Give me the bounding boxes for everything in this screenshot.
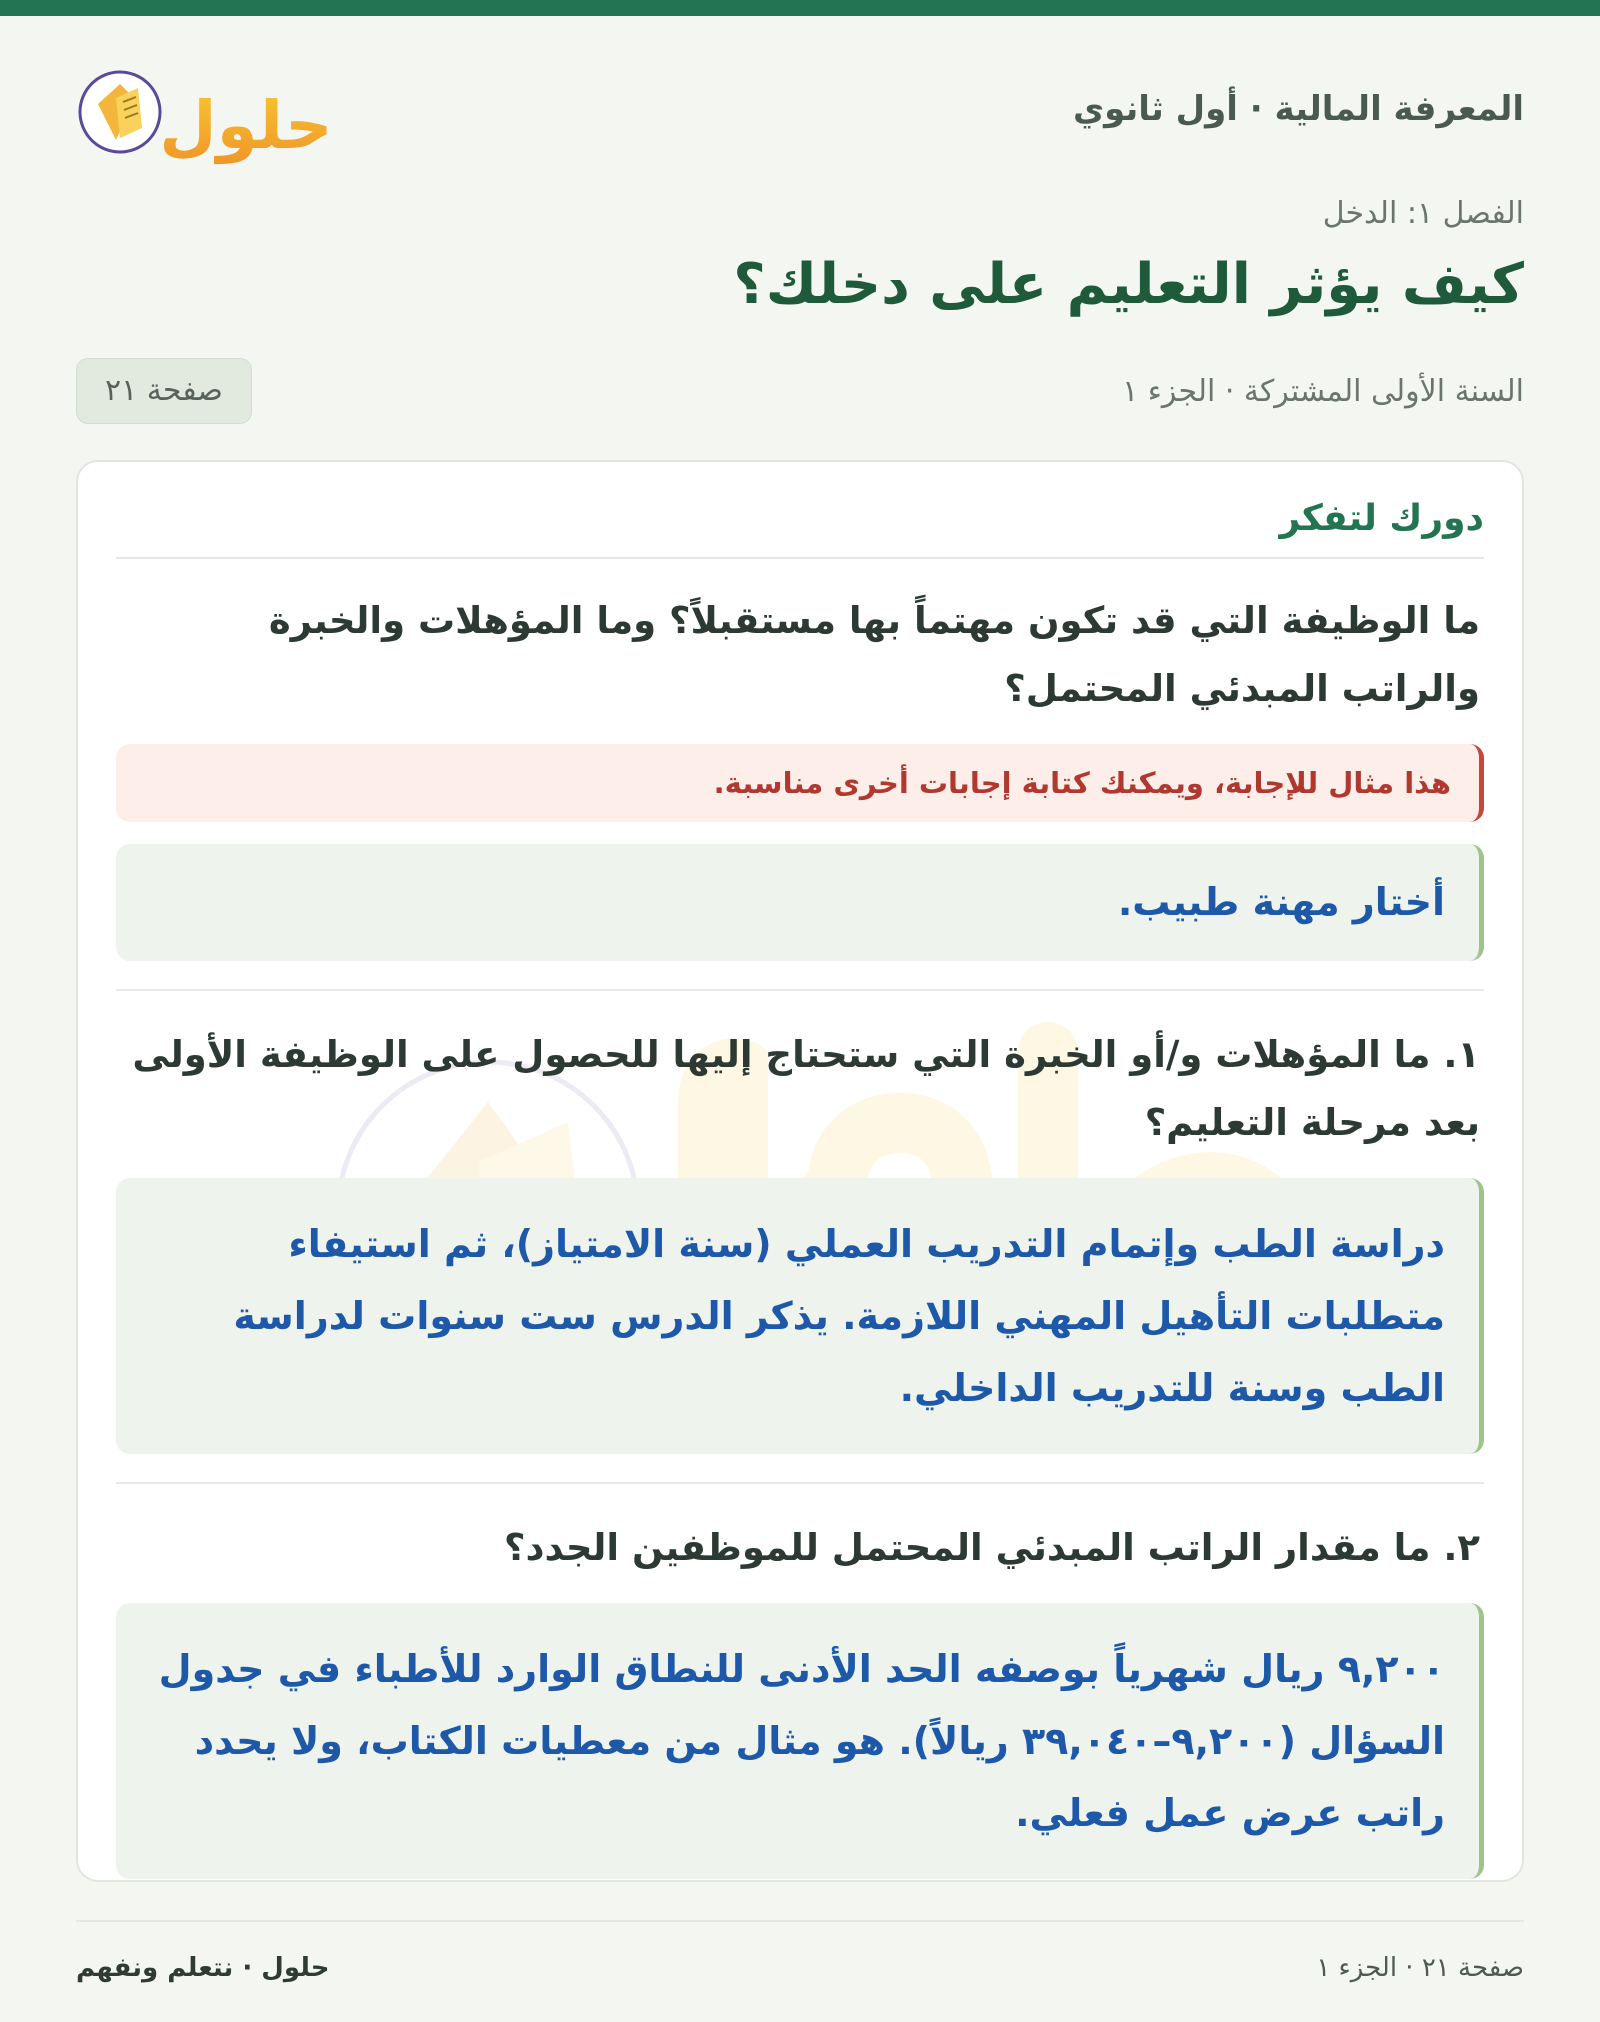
- course-meta: السنة الأولى المشتركة · الجزء ١: [1122, 373, 1524, 409]
- divider: [116, 1482, 1484, 1484]
- top-accent-bar: [0, 0, 1600, 16]
- example-note: هذا مثال للإجابة، ويمكنك كتابة إجابات أخرى مناسبة.: [116, 744, 1484, 822]
- page-header: [76, 44, 1524, 174]
- question-1: ١. ما المؤهلات و/أو الخبرة التي ستحتاج إليها للحصول على الوظيفة الأولى بعد مرحلة التعليم؟: [132, 1032, 1480, 1145]
- question-main: ما الوظيفة التي قد تكون مهتماً بها مستقبلاً؟ وما المؤهلات والخبرة والراتب المبدئي المحتمل؟: [268, 599, 1480, 711]
- footer-page-label: صفحة ٢١ · الجزء ١: [1316, 1953, 1524, 1983]
- chapter-label: الفصل ١: الدخل: [1322, 196, 1524, 231]
- meta-row: [76, 358, 1524, 424]
- answer-2: ٩,٢٠٠ ريال شهرياً بوصفه الحد الأدنى للنطاق الوارد للأطباء في جدول السؤال (٩,٢٠٠–٣٩,٠٤٠ ريالاً). هو مثال من معطيات الكتاب، ولا يحدد راتب عرض عمل فعلي.: [116, 1603, 1484, 1880]
- hulul-logo: [76, 44, 336, 174]
- content-card: [76, 460, 1524, 1882]
- page-title: كيف يؤثر التعليم على دخلك؟: [733, 252, 1524, 317]
- footer-brand: حلول · نتعلم ونفهم: [76, 1953, 330, 1983]
- divider: [116, 989, 1484, 991]
- svg-text:حلول: حلول: [159, 87, 333, 164]
- answer-main: أختار مهنة طبيب.: [116, 844, 1484, 961]
- page-badge: صفحة ٢١: [76, 358, 252, 424]
- section-title: دورك لتفكر: [116, 498, 1484, 559]
- question-2: ٢. ما مقدار الراتب المبدئي المحتمل للموظفين الجدد؟: [504, 1526, 1480, 1570]
- subject-title: المعرفة المالية · أول ثانوي: [1072, 89, 1524, 129]
- book-icon: [76, 44, 336, 174]
- answer-1: دراسة الطب وإتمام التدريب العملي (سنة الامتياز)، ثم استيفاء متطلبات التأهيل المهني اللازمة. يذكر الدرس ست سنوات لدراسة الطب وسنة للتدريب الداخلي.: [116, 1178, 1484, 1455]
- page-footer: [76, 1920, 1524, 2014]
